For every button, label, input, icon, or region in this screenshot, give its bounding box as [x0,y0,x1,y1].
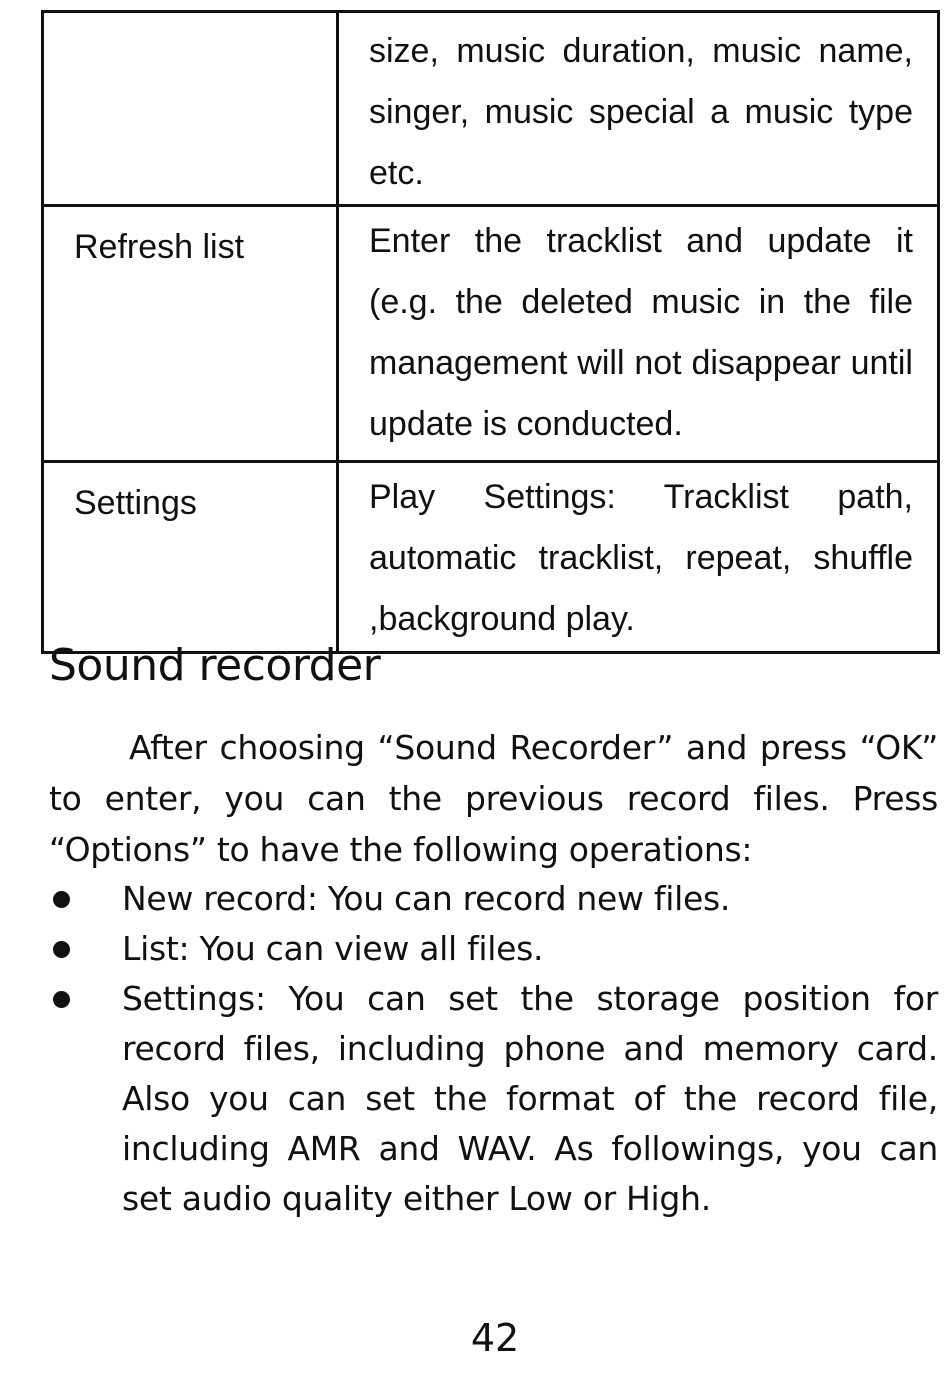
list-item-text: List: You can view all files. [122,929,544,968]
option-description: Play Settings: Tracklist path, automatic tracklist, repeat, shuffle ,background play. [369,478,913,638]
table-row [43,12,939,206]
operations-list [49,874,938,1224]
option-description-cell [338,462,939,653]
options-table-container [41,10,940,654]
option-description-cell [338,12,939,206]
list-item [49,874,938,924]
list-item-text: Settings: You can set the storage position for record files, including phone and memory card. Also you can set the format of the record file, including AMR and WAV. As followings, you can set audio quality either Low or High. [122,979,938,1218]
option-description: size, music duration, music name, singer, music special a music type etc. [369,32,913,192]
bullet-icon [53,891,70,908]
table-row [43,206,939,462]
option-name-cell: Refresh list [43,206,338,462]
page-number: 42 [470,1316,520,1360]
list-item [49,974,938,1224]
option-description: Enter the tracklist and update it (e.g. the deleted music in the file management will not disappear until update is conducted. [369,222,913,443]
list-item-text: New record: You can record new files. [122,879,731,918]
section-heading: Sound recorder [49,640,381,691]
intro-paragraph: After choosing “Sound Recorder” and press “OK” to enter, you can the previous record files. Press “Options” to have the following operations: [49,728,938,869]
table-row [43,462,939,653]
option-description-cell [338,206,939,462]
options-table [41,10,940,654]
option-name-cell [43,12,338,206]
bullet-icon [53,991,70,1008]
option-name-cell: Settings [43,462,338,653]
list-item [49,924,938,974]
bullet-icon [53,941,70,958]
